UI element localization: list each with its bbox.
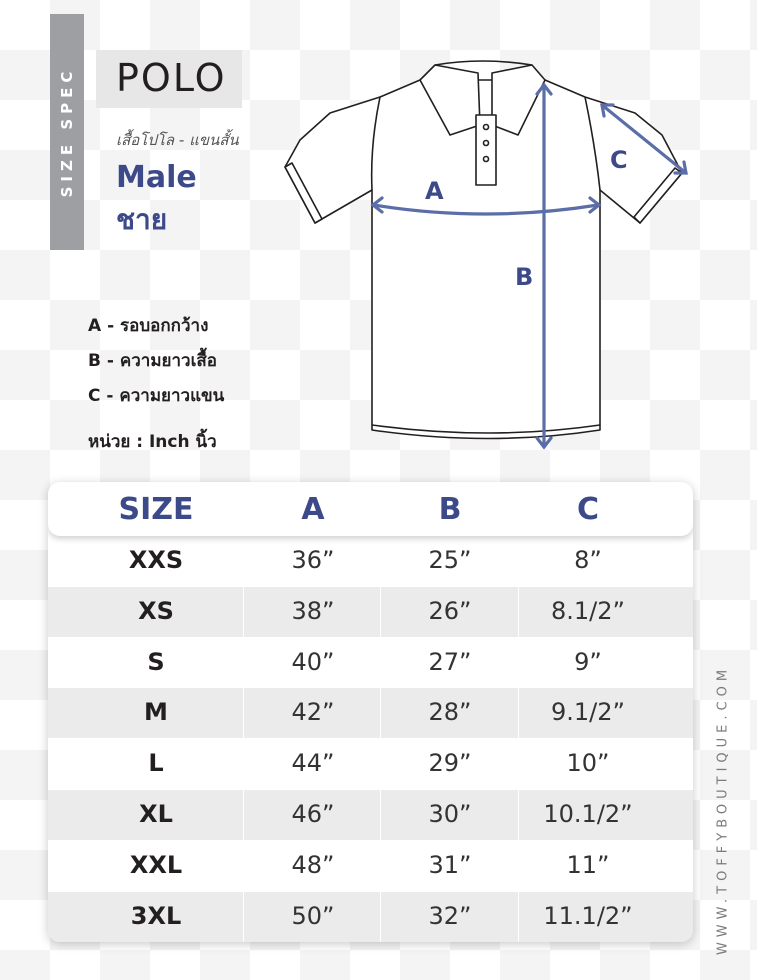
size-cell: M (144, 698, 168, 727)
measurement-cell: 30” (428, 800, 472, 828)
measurement-cell: 10” (566, 749, 610, 778)
diagram-label-c: C (610, 146, 628, 174)
table-row (48, 638, 693, 688)
size-cell: S (147, 647, 165, 676)
button-3 (484, 157, 489, 162)
measurement-cell: 27” (428, 647, 472, 676)
measurement-cell: 50” (291, 901, 335, 930)
measurement-cell: 9” (574, 647, 602, 676)
table-row (48, 587, 693, 637)
product-title: POLO (116, 56, 227, 100)
gender-english: Male (116, 160, 197, 195)
column-divider (380, 536, 381, 942)
header-b: B (438, 492, 462, 527)
size-spec-tab (50, 14, 84, 250)
measurement-cell: 44” (291, 749, 335, 778)
title-box (96, 50, 242, 108)
table-header (48, 482, 693, 536)
measurement-cell: 9.1/2” (551, 698, 625, 727)
measurement-cell: 8.1/2” (551, 596, 625, 625)
measurement-cell: 10.1/2” (543, 800, 633, 828)
product-subtitle: เสื้อโปโล - แขนสั้น (116, 131, 239, 149)
measurement-cell: 48” (291, 850, 335, 879)
size-cell: L (148, 749, 164, 778)
column-divider (518, 536, 519, 942)
table-row (48, 892, 693, 942)
measurement-cell: 29” (428, 749, 472, 778)
size-cell: XXS (128, 546, 184, 574)
legend-item-c: C - ความยาวแขน (88, 386, 225, 406)
measurement-cell: 11.1/2” (543, 901, 633, 930)
measurement-cell: 42” (291, 698, 335, 727)
size-cell: XXL (129, 850, 183, 879)
measurement-cell: 36” (291, 546, 335, 574)
diagram-label-b: B (515, 263, 534, 291)
size-table (48, 482, 693, 942)
measurement-cell: 46” (291, 800, 335, 828)
measurement-cell: 25” (428, 546, 472, 574)
measurement-cell: 38” (291, 596, 335, 625)
size-spec-label: SIZE SPEC (58, 66, 76, 198)
button-2 (484, 141, 489, 146)
table-row (48, 536, 693, 586)
diagram-label-a: A (425, 177, 444, 205)
table-row (48, 841, 693, 891)
button-1 (484, 125, 489, 130)
measurement-cell: 8” (574, 546, 602, 574)
website-watermark: WWW.TOFFYBOUTIQUE.COM (715, 664, 731, 956)
legend-item-a: A - รอบอกกว้าง (88, 316, 209, 336)
size-cell: XS (138, 596, 174, 625)
unit-label: หน่วย : Inch นิ้ว (88, 432, 217, 452)
table-row (48, 790, 693, 840)
measurement-cell: 26” (428, 596, 472, 625)
size-cell: 3XL (130, 901, 182, 930)
measurement-cell: 11” (566, 850, 610, 879)
gender-thai: ชาย (116, 203, 168, 236)
measurement-cell: 40” (291, 647, 335, 676)
polo-shirt-diagram (270, 45, 710, 465)
header-size: SIZE (118, 492, 194, 527)
header-c: C (576, 492, 600, 527)
size-cell: XL (139, 800, 173, 828)
legend-item-b: B - ความยาวเสื้อ (88, 351, 217, 371)
table-row (48, 688, 693, 738)
measurement-cell: 28” (428, 698, 472, 727)
measurement-cell: 32” (428, 901, 472, 930)
header-a: A (301, 492, 325, 527)
column-divider (243, 536, 244, 942)
measurement-cell: 31” (428, 850, 472, 879)
collar-band (435, 61, 532, 65)
table-row (48, 739, 693, 789)
